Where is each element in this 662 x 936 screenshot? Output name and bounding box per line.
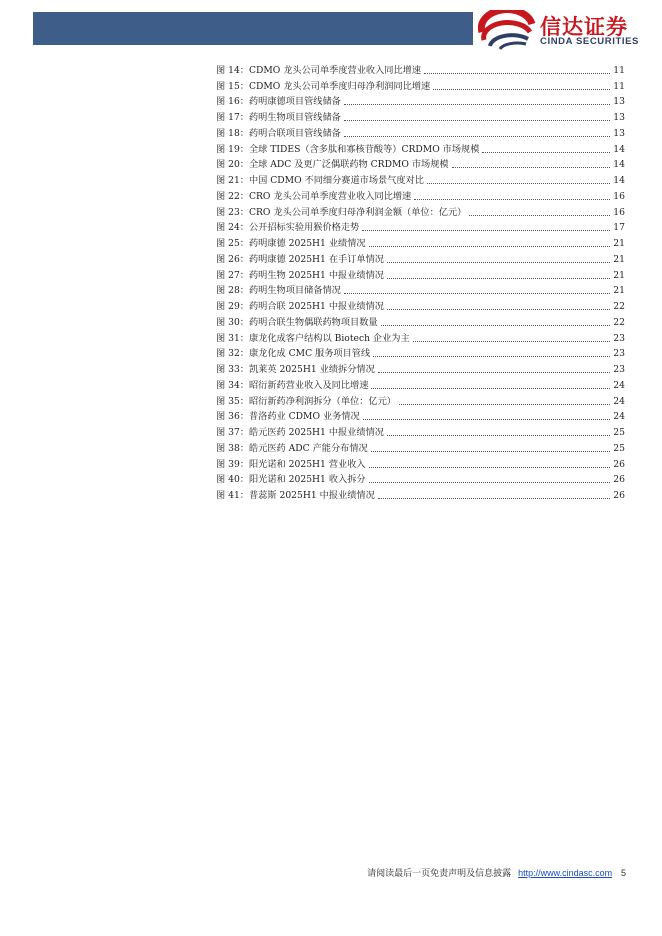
toc-entry[interactable] <box>216 313 625 329</box>
toc-dot-leader <box>344 136 610 137</box>
toc-dot-leader <box>433 89 610 90</box>
toc-dot-leader <box>413 341 611 342</box>
toc-entry-title: 图 36：普洛药业 CDMO 业务情况 <box>216 411 360 423</box>
toc-dot-leader <box>387 262 610 263</box>
page-number: 5 <box>620 868 626 878</box>
toc-dot-leader <box>387 309 610 310</box>
toc-entry-page: 26 <box>613 490 625 501</box>
toc-entry-title: 图 16：药明康德项目管线储备 <box>216 96 341 108</box>
toc-entry-page: 14 <box>613 175 625 186</box>
toc-entry-page: 11 <box>613 80 625 92</box>
toc-dot-leader <box>399 404 610 405</box>
toc-entry-page: 24 <box>613 411 625 423</box>
toc-dot-leader <box>363 419 611 420</box>
toc-entry[interactable] <box>216 171 625 187</box>
toc-entry-page: 14 <box>613 143 625 155</box>
toc-entry[interactable] <box>216 187 625 203</box>
toc-entry[interactable] <box>216 455 625 471</box>
toc-entry-page: 11 <box>613 64 625 76</box>
toc-dot-leader <box>387 278 610 279</box>
toc-entry[interactable] <box>216 329 625 345</box>
toc-entry-page: 25 <box>613 442 625 454</box>
toc-entry[interactable] <box>216 250 625 266</box>
toc-entry-page: 21 <box>613 238 625 249</box>
cinda-logo <box>478 10 653 50</box>
toc-entry[interactable] <box>216 360 625 376</box>
toc-dot-leader <box>369 467 611 468</box>
toc-entry[interactable] <box>216 392 625 408</box>
toc-entry-page: 13 <box>613 96 625 108</box>
toc-entry-title: 图 14：CDMO 龙头公司单季度营业收入同比增速 <box>216 64 422 76</box>
page-footer <box>0 866 626 879</box>
toc-entry-page: 23 <box>613 332 625 344</box>
toc-entry-title: 图 17：药明生物项目管线储备 <box>216 112 341 123</box>
toc-dot-leader <box>482 152 610 153</box>
toc-entry-title: 图 28：药明生物项目储备情况 <box>216 285 341 297</box>
toc-entry[interactable] <box>216 124 625 140</box>
header-band <box>33 12 473 45</box>
toc-entry-page: 13 <box>613 112 625 123</box>
toc-entry[interactable] <box>216 486 625 502</box>
toc-entry-title: 图 19：全球 TIDES（含多肽和寡核苷酸等）CRDMO 市场规模 <box>216 143 480 155</box>
toc-entry-page: 26 <box>613 474 625 486</box>
figure-list <box>216 61 625 502</box>
toc-entry[interactable] <box>216 439 625 455</box>
toc-entry-page: 21 <box>613 285 625 297</box>
toc-dot-leader <box>427 183 610 184</box>
toc-entry-title: 图 37：皓元医药 2025H1 中报业绩情况 <box>216 427 384 438</box>
toc-dot-leader <box>378 498 611 499</box>
toc-entry[interactable] <box>216 61 625 77</box>
toc-entry-title: 图 35：昭衍新药净利润拆分（单位：亿元） <box>216 395 396 407</box>
toc-entry-page: 23 <box>613 364 625 375</box>
toc-entry[interactable] <box>216 203 625 219</box>
toc-dot-leader <box>362 230 610 231</box>
toc-entry-page: 23 <box>613 348 625 360</box>
toc-entry[interactable] <box>216 376 625 392</box>
footer-disclaimer: 请阅读最后一页免责声明及信息披露 <box>367 869 512 879</box>
toc-entry-title: 图 29：药明合联 2025H1 中报业绩情况 <box>216 301 384 312</box>
toc-dot-leader <box>414 199 610 200</box>
toc-entry[interactable] <box>216 471 625 487</box>
toc-entry-page: 16 <box>613 206 625 218</box>
toc-entry-title: 图 27：药明生物 2025H1 中报业绩情况 <box>216 269 384 281</box>
toc-entry[interactable] <box>216 93 625 109</box>
toc-entry-title: 图 18：药明合联项目管线储备 <box>216 127 341 139</box>
toc-dot-leader <box>344 120 610 121</box>
toc-dot-leader <box>373 356 610 357</box>
toc-dot-leader <box>344 104 610 105</box>
toc-dot-leader <box>452 167 611 168</box>
toc-dot-leader <box>369 246 611 247</box>
toc-dot-leader <box>387 435 610 436</box>
toc-entry-title: 图 21：中国 CDMO 不同细分赛道市场景气度对比 <box>216 175 424 186</box>
toc-entry-title: 图 33：凯莱英 2025H1 业绩拆分情况 <box>216 364 375 375</box>
toc-entry[interactable] <box>216 345 625 361</box>
toc-dot-leader <box>344 293 610 294</box>
toc-entry[interactable] <box>216 282 625 298</box>
toc-entry[interactable] <box>216 423 625 439</box>
toc-entry-page: 21 <box>613 269 625 281</box>
toc-entry[interactable] <box>216 140 625 156</box>
toc-entry-title: 图 40：阳光诺和 2025H1 收入拆分 <box>216 474 366 486</box>
logo-english-text: CINDA SECURITIES <box>540 36 639 47</box>
toc-entry-title: 图 30：药明合联生物偶联药物项目数量 <box>216 316 378 328</box>
toc-dot-leader <box>378 372 611 373</box>
toc-dot-leader <box>371 451 611 452</box>
toc-entry-title: 图 24：公开招标实验用猴价格走势 <box>216 222 360 234</box>
toc-entry-page: 17 <box>613 222 625 234</box>
toc-entry-title: 图 39：阳光诺和 2025H1 营业收入 <box>216 458 366 470</box>
toc-entry-page: 13 <box>613 127 625 139</box>
toc-entry-page: 25 <box>613 427 625 438</box>
toc-entry-title: 图 22：CRO 龙头公司单季度营业收入同比增速 <box>216 190 412 202</box>
cinda-globe-icon <box>478 10 536 50</box>
toc-entry-title: 图 34：昭衍新药营业收入及同比增速 <box>216 379 369 391</box>
toc-dot-leader <box>369 482 611 483</box>
toc-entry[interactable] <box>216 77 625 93</box>
toc-entry[interactable] <box>216 297 625 313</box>
toc-entry[interactable] <box>216 219 625 235</box>
toc-entry-page: 24 <box>613 379 625 391</box>
toc-entry-title: 图 26：药明康德 2025H1 在手订单情况 <box>216 253 384 265</box>
toc-dot-leader <box>381 325 611 326</box>
toc-entry-page: 22 <box>613 301 625 312</box>
toc-entry[interactable] <box>216 156 625 172</box>
toc-entry-title: 图 32：康龙化成 CMC 服务项目管线 <box>216 348 371 360</box>
toc-entry-page: 14 <box>613 159 625 171</box>
toc-entry[interactable] <box>216 266 625 282</box>
toc-entry[interactable] <box>216 408 625 424</box>
toc-entry-page: 24 <box>613 395 625 407</box>
footer-url-link[interactable]: http://www.cindasc.com <box>518 868 613 878</box>
toc-entry-page: 16 <box>613 190 625 202</box>
toc-entry-title: 图 23：CRO 龙头公司单季度归母净利润金额（单位：亿元） <box>216 206 467 218</box>
toc-entry[interactable] <box>216 234 625 250</box>
toc-entry-title: 图 31：康龙化成客户结构以 Biotech 企业为主 <box>216 332 410 344</box>
toc-dot-leader <box>424 73 610 74</box>
toc-entry-page: 26 <box>613 458 625 470</box>
toc-entry-title: 图 15：CDMO 龙头公司单季度归母净利润同比增速 <box>216 80 431 92</box>
toc-entry-title: 图 20：全球 ADC 及更广泛偶联药物 CRDMO 市场规模 <box>216 159 449 171</box>
toc-entry-title: 图 41：普蕊斯 2025H1 中报业绩情况 <box>216 490 375 501</box>
toc-entry[interactable] <box>216 108 625 124</box>
toc-entry-page: 22 <box>613 316 625 328</box>
logo-chinese-text: 信达证券 <box>540 15 628 39</box>
toc-entry-title: 图 25：药明康德 2025H1 业绩情况 <box>216 238 366 249</box>
toc-dot-leader <box>371 388 610 389</box>
toc-dot-leader <box>469 215 610 216</box>
toc-entry-page: 21 <box>613 253 625 265</box>
toc-entry-title: 图 38：皓元医药 ADC 产能分布情况 <box>216 442 368 454</box>
